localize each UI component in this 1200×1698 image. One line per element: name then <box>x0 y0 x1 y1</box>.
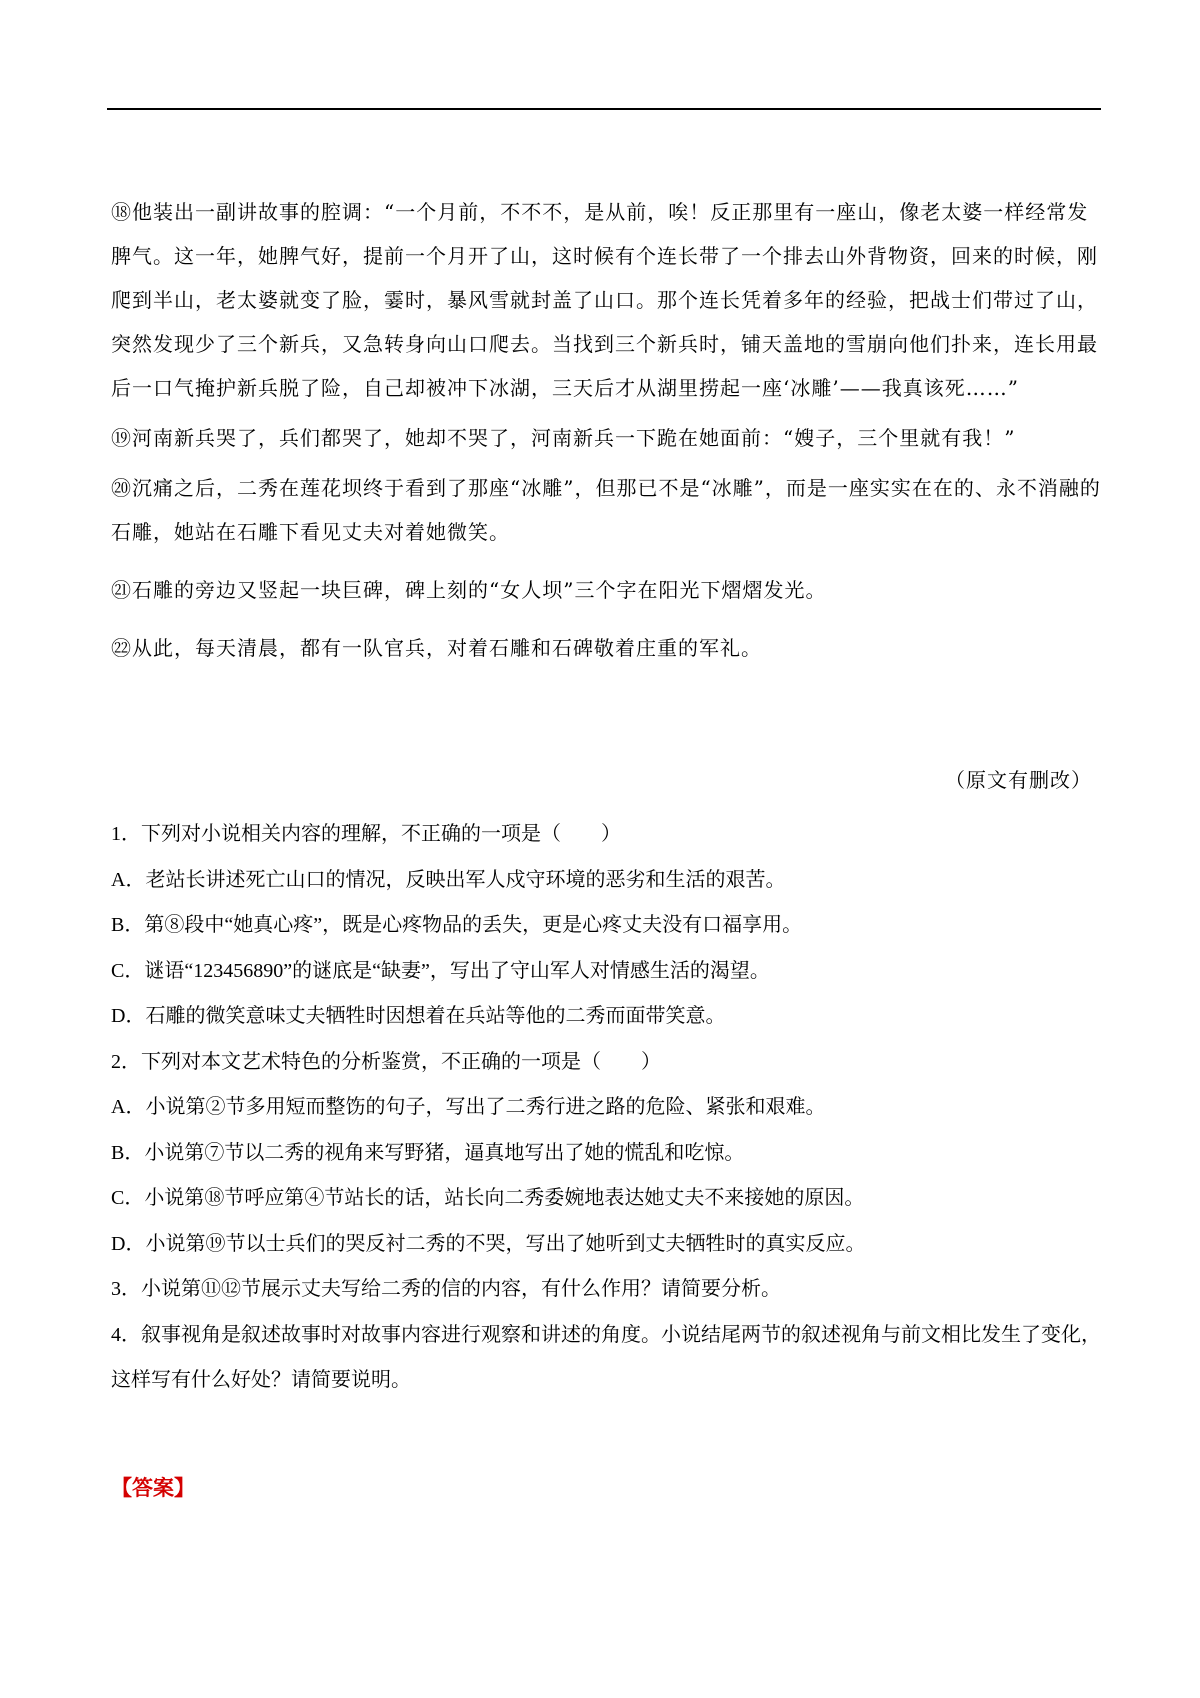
question-4: 4．叙事视角是叙述故事时对故事内容进行观察和讲述的角度。小说结尾两节的叙述视角与前文相比发生了变化，这样写有什么好处？请简要说明。 <box>111 1323 1101 1391</box>
paragraph-19: ⑲河南新兵哭了，兵们都哭了，她却不哭了，河南新兵一下跪在她面前：“嫂子，三个里就有我！” <box>111 426 1016 450</box>
question-1-stem: 1．下列对小说相关内容的理解，不正确的一项是（ ） <box>111 823 621 845</box>
question-1-option-a: A．老站长讲述死亡山口的情况，反映出军人戍守环境的恶劣和生活的艰苦。 <box>111 868 786 891</box>
story-passage <box>111 190 1103 670</box>
source-note: （原文有删改） <box>945 768 1092 792</box>
question-3: 3．小说第⑪⑫节展示丈夫写给二秀的信的内容，有什么作用？请简要分析。 <box>111 1278 781 1300</box>
paragraph-21: ㉑石雕的旁边又竖起一块巨碑，碑上刻的“女人坝”三个字在阳光下熠熠发光。 <box>111 578 827 602</box>
question-2-option-d: D．小说第⑲节以士兵们的哭反衬二秀的不哭，写出了她听到丈夫牺牲时的真实反应。 <box>111 1232 866 1255</box>
answer-heading: 【答案】 <box>111 1476 195 1500</box>
paragraph-20: ⑳沉痛之后，二秀在莲花坝终于看到了那座“冰雕”，但那已不是“冰雕”，而是一座实实在在的、永不消融的石雕，她站在石雕下看见丈夫对着她微笑。 <box>111 476 1101 544</box>
question-1-option-b: B．第⑧段中“她真心疼”，既是心疼物品的丢失，更是心疼丈夫没有口福享用。 <box>111 914 803 936</box>
paragraph-22: ㉒从此，每天清晨，都有一队官兵，对着石雕和石碑敬着庄重的军礼。 <box>111 636 762 660</box>
header-rule <box>107 108 1101 110</box>
question-1-option-c: C．谜语“123456890”的谜底是“缺妻”，写出了守山军人对情感生活的渴望。 <box>111 959 770 982</box>
question-1-option-d: D．石雕的微笑意味丈夫牺牲时因想着在兵站等他的二秀而面带笑意。 <box>111 1005 726 1027</box>
question-list <box>111 812 1103 1404</box>
question-2-stem: 2．下列对本文艺术特色的分析鉴赏，不正确的一项是（ ） <box>111 1050 661 1073</box>
question-2-option-a: A．小说第②节多用短而整饬的句子，写出了二秀行进之路的危险、紧张和艰难。 <box>111 1096 826 1118</box>
paragraph-18: ⑱他装出一副讲故事的腔调：“一个月前，不不不，是从前，唉！反正那里有一座山，像老太婆一样经常发脾气。这一年，她脾气好，提前一个月开了山，这时候有个连长带了一个排去山外背物资，回来的时候，刚爬到半山，老太婆就变了脸，霎时，暴风雪就封盖了山口。那个连长凭着多年的经验，把战士们带过了山，突然发现少了三个新兵，又急转身向山口爬去。当找到三个新兵时，铺天盖地的雪崩向他们扑来，连长用最后一口气掩护新兵脱了险，自己却被冲下冰湖，三天后才从湖里捞起一座‘冰雕’——我真该死……” <box>111 200 1098 400</box>
question-2-option-b: B．小说第⑦节以二秀的视角来写野猪，逼真地写出了她的慌乱和吃惊。 <box>111 1141 745 1164</box>
question-2-option-c: C．小说第⑱节呼应第④节站长的话，站长向二秀委婉地表达她丈夫不来接她的原因。 <box>111 1187 865 1209</box>
